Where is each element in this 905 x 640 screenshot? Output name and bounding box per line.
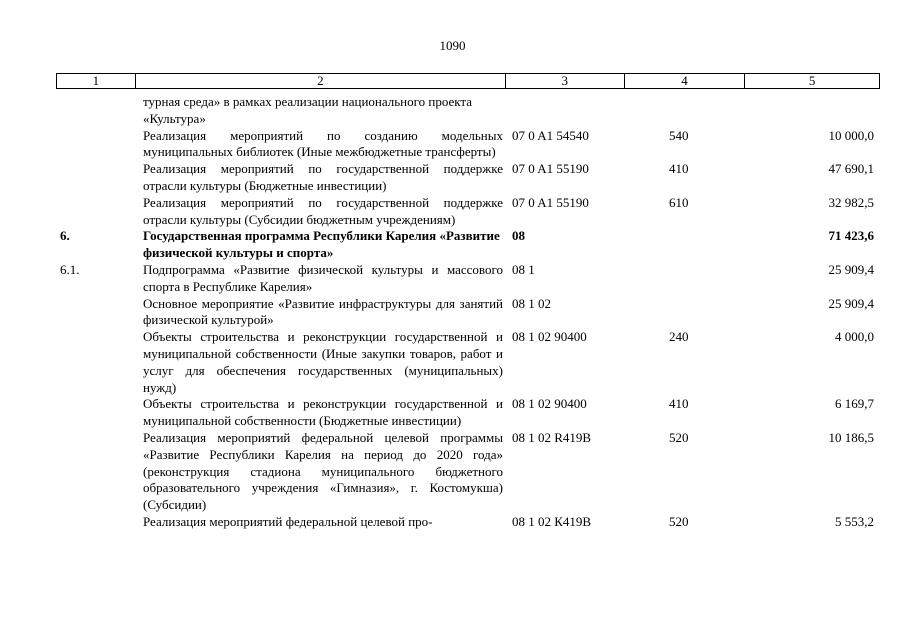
header-col-4: 4 [625, 74, 746, 88]
row-expense-type: 410 [669, 396, 689, 412]
table-row [0, 195, 905, 229]
header-col-5: 5 [808, 73, 816, 88]
table-row [0, 296, 905, 330]
row-expense-type: 520 [669, 513, 689, 529]
row-description: Объекты строительства и реконструкции государственной и муниципальной собственности (Иные закупки товаров, работ и услуг для обеспечения государственных (муниципальных) нужд) [143, 329, 503, 395]
row-description: Реализация мероприятий по государственной поддержке отрасли культуры (Субсидии бюджетным учреждениям) [143, 194, 503, 227]
row-expense-type: 520 [669, 429, 689, 445]
row-description: Реализация мероприятий федеральной целевой программы «Развитие Республики Карелия на период до 2020 года» (реконструкция стадиона муниципального бюджетного образовательного учреждения «Гимназия», г. Костомукша) (Субсидии) [143, 429, 503, 513]
row-number: 6. [60, 228, 70, 244]
page-number: 1090 [439, 38, 466, 53]
row-amount: 25 909,4 [828, 295, 874, 311]
row-description: Подпрограмма «Развитие физической культуры и массового спорта в Республике Карелия» [143, 261, 503, 294]
row-expense-type: 410 [669, 161, 689, 177]
table-row [0, 161, 905, 195]
row-amount: 4 000,0 [835, 329, 874, 345]
header-col-3: 3 [506, 74, 625, 88]
table-body [0, 94, 905, 531]
row-amount: 6 169,7 [835, 396, 874, 412]
row-description: турная среда» в рамках реализации национального проекта «Культура» [143, 94, 473, 126]
row-amount: 47 690,1 [828, 161, 874, 177]
header-col-1: 1 [57, 74, 136, 88]
table-row [0, 128, 905, 162]
row-description: Реализация мероприятий федеральной целевой про- [143, 513, 433, 529]
row-expense-type: 240 [669, 329, 689, 345]
row-code: 08 1 02 90400 [512, 329, 587, 345]
row-code: 08 1 02 90400 [512, 396, 587, 412]
table-row [0, 396, 905, 430]
row-amount: 5 553,2 [835, 513, 874, 529]
row-code: 08 1 02 [512, 295, 551, 311]
row-description: Основное мероприятие «Развитие инфраструктуры для занятий физической культурой» [143, 295, 503, 328]
row-code: 08 [512, 228, 525, 244]
row-code: 07 0 A1 55190 [512, 161, 589, 177]
row-code: 08 1 [512, 261, 535, 277]
header-col-2: 2 [136, 74, 506, 88]
row-code: 07 0 A1 54540 [512, 127, 589, 143]
table-row [0, 329, 905, 396]
table-header [56, 73, 880, 89]
table-row [0, 94, 905, 128]
table-row [0, 514, 905, 531]
row-description: Объекты строительства и реконструкции государственной и муниципальной собственности (Бюджетные инвестиции) [143, 396, 503, 429]
row-amount: 25 909,4 [828, 261, 874, 277]
row-amount: 10 000,0 [828, 127, 874, 143]
table-row [0, 430, 905, 514]
row-amount: 10 186,5 [828, 429, 874, 445]
table-row [0, 262, 905, 296]
row-code: 08 1 02 К419В [512, 513, 592, 529]
row-number: 6.1. [60, 261, 80, 277]
row-description: Реализация мероприятий по созданию модельных муниципальных библиотек (Иные межбюджетные трансферты) [143, 127, 503, 160]
row-amount: 71 423,6 [828, 228, 874, 244]
table-row-program [0, 228, 905, 262]
row-code: 07 0 A1 55190 [512, 194, 589, 210]
row-expense-type: 540 [669, 127, 689, 143]
row-code: 08 1 02 R419В [512, 429, 592, 445]
row-description: Государственная программа Республики Карелия «Развитие физической культуры и спорта» [143, 228, 500, 261]
row-description: Реализация мероприятий по государственной поддержке отрасли культуры (Бюджетные инвестиции) [143, 161, 503, 193]
row-expense-type: 610 [669, 194, 689, 210]
row-amount: 32 982,5 [828, 194, 874, 210]
